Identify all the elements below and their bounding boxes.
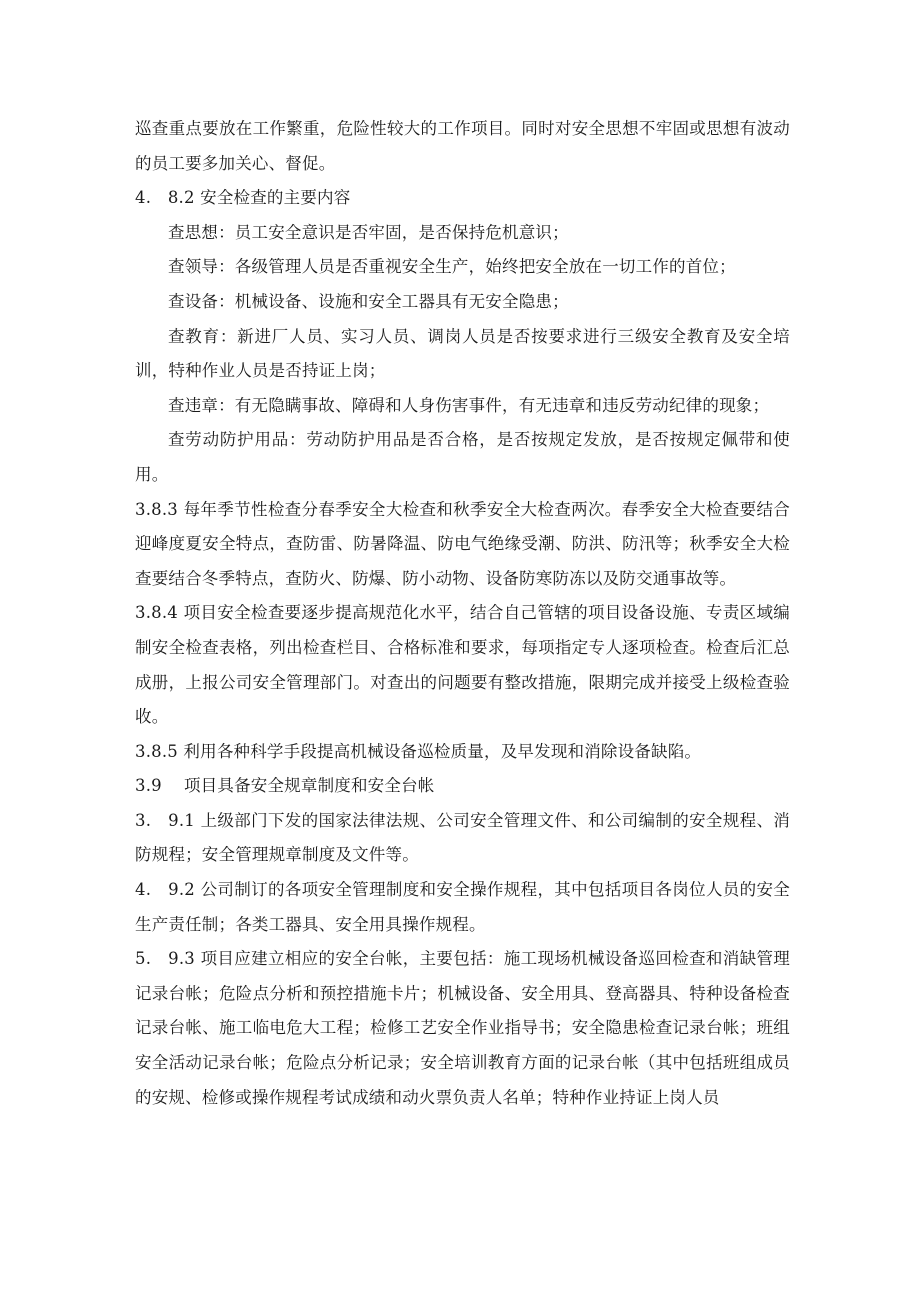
paragraph-3-8-3: 3.8.3 每年季节性检查分春季安全大检查和秋季安全大检查两次。春季安全大检查要结合迎峰度夏安全特点，查防雷、防暑降温、防电气绝缘受潮、防洪、防汛等；秋季安全大检查要结合冬季特点，查防火、防爆、防小动物、设备防寒防冻以及防交通事故等。: [135, 499, 790, 588]
paragraph-inspection-focus: 巡查重点要放在工作繁重，危险性较大的工作项目。同时对安全思想不牢固或思想有波动的员工要多加关心、督促。: [135, 119, 790, 173]
item-check-leadership: 查领导：各级管理人员是否重视安全生产，始终把安全放在一切工作的首位；: [168, 257, 736, 277]
heading-3-9: 3.9 项目具备安全规章制度和安全台帐: [135, 776, 435, 796]
heading-4-8-2: 4. 8.2 安全检查的主要内容: [135, 188, 351, 208]
item-check-violations: 查违章：有无隐瞒事故、障碍和人身伤害事件，有无违章和违反劳动纪律的现象；: [168, 395, 770, 415]
paragraph-3-8-4: 3.8.4 项目安全检查要逐步提高规范化水平，结合自己管辖的项目设备设施、专责区域编制安全检查表格，列出检查栏目、合格标准和要求，每项指定专人逐项检查。检查后汇总成册，上报公司安全管理部门。对查出的问题要有整改措施，限期完成并接受上级检查验收。: [135, 603, 790, 727]
paragraph-4-9-2: 4. 9.2 公司制订的各项安全管理制度和安全操作规程，其中包括项目各岗位人员的安全生产责任制；各类工器具、安全用具操作规程。: [135, 880, 790, 934]
paragraph-3-8-5: 3.8.5 利用各种科学手段提高机械设备巡检质量，及早发现和消除设备缺陷。: [135, 741, 702, 761]
document-body: [135, 112, 790, 1115]
item-check-equipment: 查设备：机械设备、设施和安全工器具有无安全隐患；: [168, 291, 569, 311]
item-check-thought: 查思想：员工安全意识是否牢固，是否保持危机意识；: [168, 222, 569, 242]
paragraph-3-9-1: 3. 9.1 上级部门下发的国家法律法规、公司安全管理文件、和公司编制的安全规程、消防规程；安全管理规章制度及文件等。: [135, 810, 790, 865]
item-check-protective-gear: 查劳动防护用品：劳动防护用品是否合格，是否按规定发放，是否按规定佩带和使用。: [135, 430, 790, 484]
paragraph-5-9-3: 5. 9.3 项目应建立相应的安全台帐，主要包括：施工现场机械设备巡回检查和消缺管理记录台帐；危险点分析和预控措施卡片；机械设备、安全用具、登高器具、特种设备检查记录台帐、施工临电危大工程；检修工艺安全作业指导书；安全隐患检查记录台帐；班组安全活动记录台帐；危险点分析记录；安全培训教育方面的记录台帐（其中包括班组成员的安规、检修或操作规程考试成绩和动火票负责人名单；特种作业持证上岗人员: [135, 949, 790, 1107]
item-check-education: 查教育：新进厂人员、实习人员、调岗人员是否按要求进行三级安全教育及安全培训，特种作业人员是否持证上岗；: [135, 326, 790, 381]
